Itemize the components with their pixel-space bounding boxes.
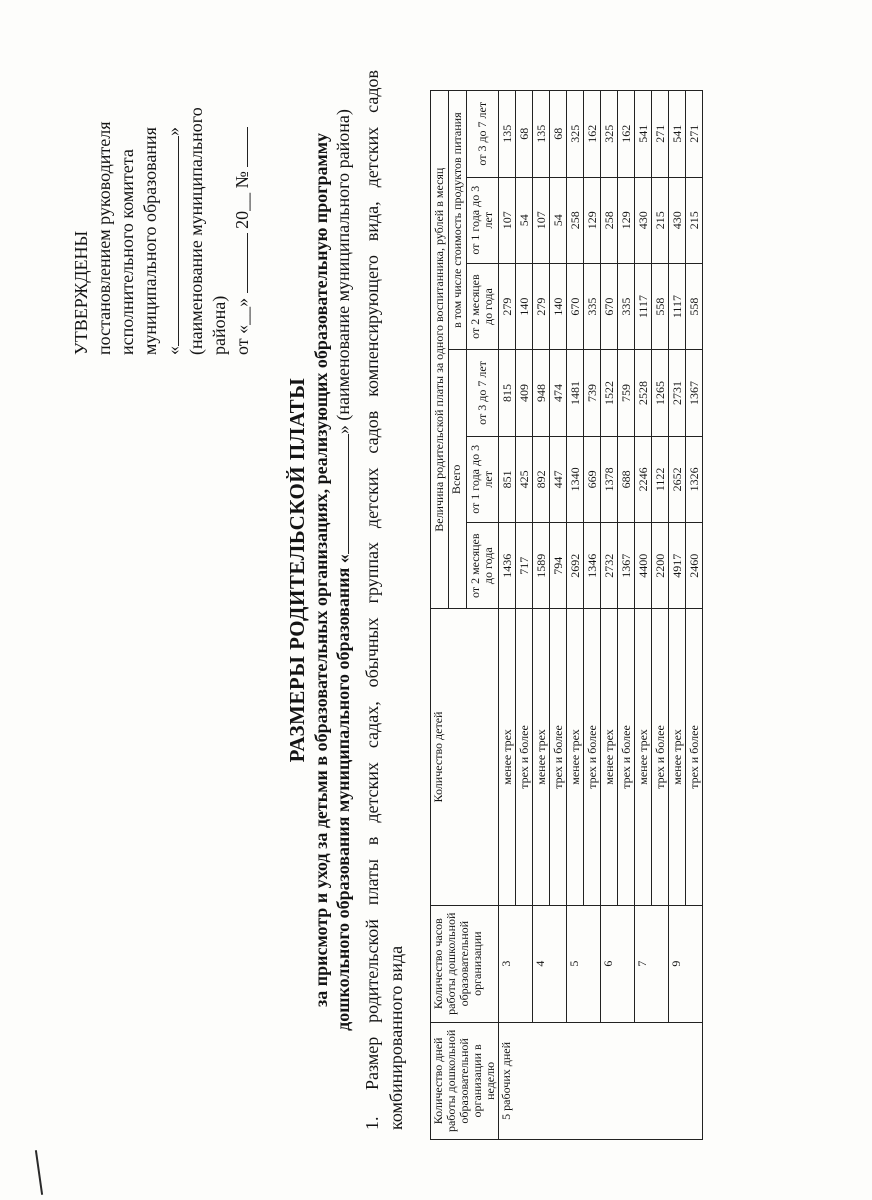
header-children: Количество детей — [431, 609, 499, 905]
table-row — [499, 91, 516, 1140]
quote-open: « — [163, 346, 183, 355]
value-cell: 2200 — [652, 523, 669, 609]
children-cell: трех и более — [652, 609, 669, 905]
value-cell: 558 — [686, 263, 703, 349]
header-hours: Количество часов работы дошкольной образовательной организации — [431, 905, 499, 1022]
header-food-age-2: от 1 года до 3 лет — [466, 177, 498, 263]
value-cell: 2731 — [669, 350, 686, 436]
hours-cell: 4 — [533, 905, 567, 1022]
approval-heading: УТВЕРЖДЕНЫ — [71, 230, 91, 355]
value-cell: 474 — [550, 350, 567, 436]
value-cell: 4400 — [635, 523, 652, 609]
table-row — [669, 91, 686, 1140]
value-cell: 129 — [584, 177, 601, 263]
header-food-age-1: от 2 месяцев до года — [466, 263, 498, 349]
value-cell: 162 — [584, 91, 601, 178]
subtitle-2-prefix: дошкольного образования муниципального образования « — [333, 554, 353, 1031]
table-row — [635, 91, 652, 1140]
blank-field — [162, 136, 179, 346]
value-cell: 1326 — [686, 436, 703, 522]
value-cell: 279 — [533, 263, 550, 349]
children-cell: менее трех — [533, 609, 550, 905]
children-cell: менее трех — [601, 609, 618, 905]
children-cell: менее трех — [499, 609, 516, 905]
date-month-blank — [231, 233, 248, 293]
value-cell: 325 — [567, 91, 584, 178]
value-cell: 2652 — [669, 436, 686, 522]
value-cell: 1340 — [567, 436, 584, 522]
value-cell: 541 — [669, 91, 686, 178]
table-row — [567, 91, 584, 1140]
hours-cell: 7 — [635, 905, 669, 1022]
value-cell: 1265 — [652, 350, 669, 436]
header-age-3: от 3 до 7 лет — [466, 350, 498, 436]
value-cell: 851 — [499, 436, 516, 522]
value-cell: 2692 — [567, 523, 584, 609]
value-cell: 1589 — [533, 523, 550, 609]
value-cell: 815 — [499, 350, 516, 436]
value-cell: 1481 — [567, 350, 584, 436]
approval-line-3: муниципального образования — [140, 127, 160, 355]
children-cell: менее трех — [669, 609, 686, 905]
value-cell: 409 — [516, 350, 533, 436]
children-cell: трех и более — [584, 609, 601, 905]
value-cell: 2460 — [686, 523, 703, 609]
value-cell: 258 — [601, 177, 618, 263]
value-cell: 162 — [618, 91, 635, 178]
value-cell: 2732 — [601, 523, 618, 609]
value-cell: 430 — [635, 177, 652, 263]
value-cell: 335 — [584, 263, 601, 349]
header-total: Всего — [448, 350, 466, 609]
fee-table — [430, 90, 703, 1140]
value-cell: 271 — [686, 91, 703, 178]
table-row — [533, 91, 550, 1140]
value-cell: 1122 — [652, 436, 669, 522]
value-cell: 129 — [618, 177, 635, 263]
approval-blank-line — [162, 55, 185, 355]
fee-table-body — [499, 91, 703, 1140]
value-cell: 541 — [635, 91, 652, 178]
value-cell: 948 — [533, 350, 550, 436]
date-prefix: от «__» — [232, 297, 252, 355]
document-subtitle-1: за присмотр и уход за детьми в образовательных организациях, реализующих образовательную программу — [311, 132, 331, 1008]
hours-cell: 3 — [499, 905, 533, 1022]
value-cell: 68 — [550, 91, 567, 178]
children-cell: менее трех — [567, 609, 584, 905]
value-cell: 558 — [652, 263, 669, 349]
value-cell: 430 — [669, 177, 686, 263]
approval-line-2: исполнительного комитета — [117, 149, 137, 355]
children-cell: трех и более — [516, 609, 533, 905]
hours-cell: 6 — [601, 905, 635, 1022]
approval-line-5: района) — [209, 295, 229, 355]
document-subtitle-2 — [332, 90, 354, 1050]
value-cell: 135 — [499, 91, 516, 178]
value-cell: 54 — [550, 177, 567, 263]
value-cell: 140 — [550, 263, 567, 349]
value-cell: 2246 — [635, 436, 652, 522]
children-cell: трех и более — [618, 609, 635, 905]
days-cell: 5 рабочих дней — [499, 1022, 703, 1139]
value-cell: 140 — [516, 263, 533, 349]
value-cell: 1378 — [601, 436, 618, 522]
header-days: Количество дней работы дошкольной образовательной организации в неделю — [431, 1022, 499, 1139]
hours-cell: 5 — [567, 905, 601, 1022]
value-cell: 1522 — [601, 350, 618, 436]
header-food-age-3: от 3 до 7 лет — [466, 91, 498, 178]
value-cell: 670 — [601, 263, 618, 349]
value-cell: 215 — [686, 177, 703, 263]
document-title: РАЗМЕРЫ РОДИТЕЛЬСКОЙ ПЛАТЫ — [285, 377, 309, 763]
hours-cell: 9 — [669, 905, 703, 1022]
date-number-label: № — [232, 171, 252, 189]
value-cell: 1346 — [584, 523, 601, 609]
header-age-2: от 1 года до 3 лет — [466, 436, 498, 522]
value-cell: 794 — [550, 523, 567, 609]
value-cell: 1117 — [669, 263, 686, 349]
approval-line-4: (наименование муниципального — [186, 107, 206, 355]
value-cell: 279 — [499, 263, 516, 349]
value-cell: 215 — [652, 177, 669, 263]
quote-close: » — [163, 127, 183, 136]
value-cell: 335 — [618, 263, 635, 349]
value-cell: 271 — [652, 91, 669, 178]
children-cell: трех и более — [550, 609, 567, 905]
header-age-1: от 2 месяцев до года — [466, 523, 498, 609]
value-cell: 1367 — [686, 350, 703, 436]
value-cell: 1436 — [499, 523, 516, 609]
value-cell: 717 — [516, 523, 533, 609]
value-cell: 669 — [584, 436, 601, 522]
header-incl-food: в том числе стоимость продуктов питания — [448, 91, 466, 350]
value-cell: 325 — [601, 91, 618, 178]
value-cell: 1117 — [635, 263, 652, 349]
title-block — [285, 90, 354, 1050]
value-cell: 107 — [533, 177, 550, 263]
children-cell: менее трех — [635, 609, 652, 905]
value-cell: 135 — [533, 91, 550, 178]
value-cell: 425 — [516, 436, 533, 522]
approval-date-line — [231, 55, 254, 355]
value-cell: 68 — [516, 91, 533, 178]
value-cell: 739 — [584, 350, 601, 436]
value-cell: 258 — [567, 177, 584, 263]
subtitle-2-suffix: » (наименование муниципального района) — [333, 109, 353, 435]
approval-line-1: постановлением руководителя — [94, 121, 114, 355]
value-cell: 1367 — [618, 523, 635, 609]
value-cell: 688 — [618, 436, 635, 522]
header-fee: Величина родительской платы за одного воспитанника, рублей в месяц — [431, 91, 449, 609]
municipality-blank — [333, 434, 349, 554]
value-cell: 107 — [499, 177, 516, 263]
approval-block — [70, 55, 254, 355]
date-number-blank — [231, 127, 248, 167]
children-cell: трех и более — [686, 609, 703, 905]
value-cell: 4917 — [669, 523, 686, 609]
value-cell: 447 — [550, 436, 567, 522]
paragraph-text: Размер родительской платы в детских садах, обычных группах детских садов компенсирующего вида, детских садов комбинированного вида — [362, 70, 406, 1130]
value-cell: 759 — [618, 350, 635, 436]
paragraph-1 — [360, 70, 408, 1130]
paragraph-number: 1. — [362, 1116, 382, 1130]
value-cell: 2528 — [635, 350, 652, 436]
table-row — [601, 91, 618, 1140]
date-year: 20__ — [232, 192, 252, 229]
value-cell: 892 — [533, 436, 550, 522]
value-cell: 670 — [567, 263, 584, 349]
value-cell: 54 — [516, 177, 533, 263]
